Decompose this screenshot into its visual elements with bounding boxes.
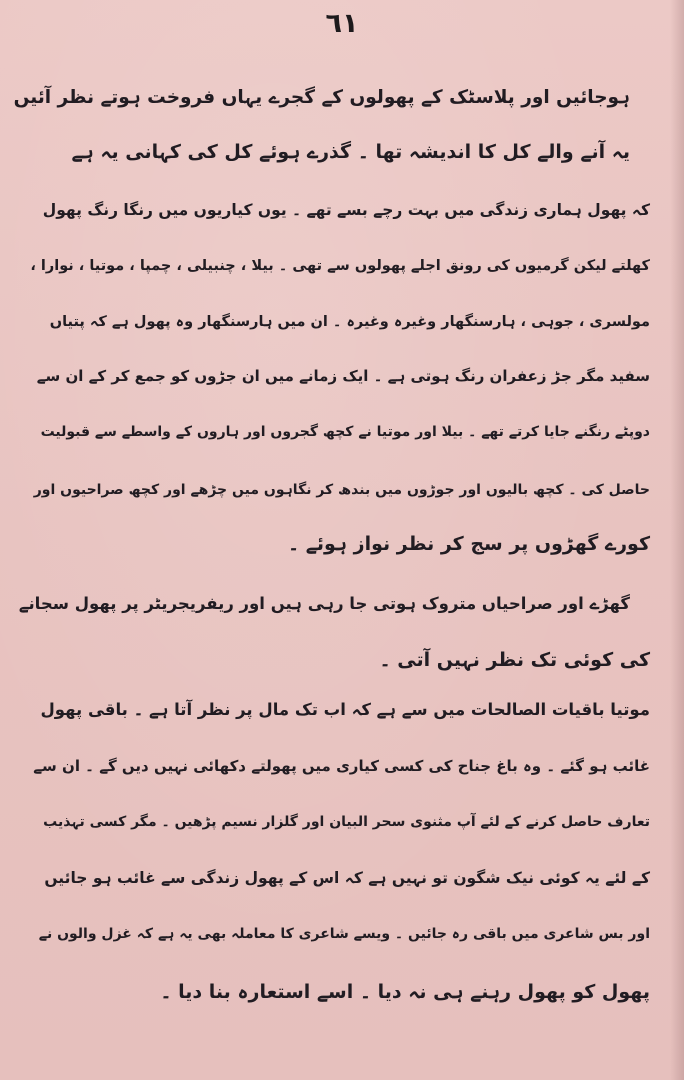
text-line: گھڑے اور صراحیاں متروک ہوتی جا رہی ہیں اور ریفریجریٹر پر پھول سجانے <box>18 594 630 613</box>
text-line: موتیا باقیات الصالحات میں سے ہے کہ اب تک مال پر نظر آتا ہے ۔ باقی پھول <box>40 700 650 719</box>
text-line: تعارف حاصل کرنے کے لئے آپ مثنوی سحر البیان اور گلزار نسیم پڑھیں ۔ مگر کسی تہذیب <box>43 814 650 830</box>
text-line: کھلتے لیکن گرمیوں کی رونق اجلے پھولوں سے تھی ۔ بیلا ، چنبیلی ، چمپا ، موتیا ، نوارا ، <box>30 258 650 274</box>
text-line: ہوجائیں اور پلاسٹک کے پھولوں کے گجرے یہاں فروخت ہوتے نظر آئیں <box>13 87 630 108</box>
text-line: پھول کو پھول رہنے ہی نہ دیا ۔ اسے استعارہ بنا دیا ۔ <box>160 981 650 1003</box>
text-line: اور بس شاعری میں باقی رہ جائیں ۔ ویسے شاعری کا معاملہ بھی یہ ہے کہ غزل والوں نے <box>38 926 650 942</box>
text-line: مولسری ، جوہی ، ہارسنگھار وغیرہ وغیرہ ۔ ان میں ہارسنگھار وہ پھول ہے کہ پتیاں <box>49 314 650 330</box>
page-number: ٦١ <box>325 8 359 39</box>
text-line: کی کوئی تک نظر نہیں آتی ۔ <box>379 649 650 671</box>
text-line: سفید مگر جڑ زعفران رنگ ہوتی ہے ۔ ایک زمانے میں ان جڑوں کو جمع کر کے ان سے <box>36 367 650 385</box>
text-line: دوپٹے رنگنے جایا کرتے تھے ۔ بیلا اور موتیا نے کچھ گجروں اور ہاروں کے واسطے سے قبولیت <box>40 424 650 440</box>
text-line: کہ پھول ہماری زندگی میں بہت رچے بسے تھے ۔ یوں کیاریوں میں رنگا رنگ پھول <box>42 201 650 219</box>
text-line: کے لئے یہ کوئی نیک شگون تو نہیں ہے کہ اس کے پھول زندگی سے غائب ہو جائیں <box>44 869 650 887</box>
text-line: حاصل کی ۔ کچھ بالیوں اور جوڑوں میں بندھ کر نگاہوں میں چڑھے اور کچھ صراحیوں اور <box>33 482 650 498</box>
text-line: یہ آنے والے کل کا اندیشہ تھا ۔ گذرے ہوئے کل کی کہانی یہ ہے <box>71 141 630 163</box>
text-line: غائب ہو گئے ۔ وہ باغ جناح کی کسی کیاری میں پھولتے دکھائی نہیں دیں گے ۔ ان سے <box>33 757 650 775</box>
page-edge-shadow <box>670 0 684 1080</box>
text-line: کورے گھڑوں پر سج کر نظر نواز ہوئے ۔ <box>288 533 650 555</box>
